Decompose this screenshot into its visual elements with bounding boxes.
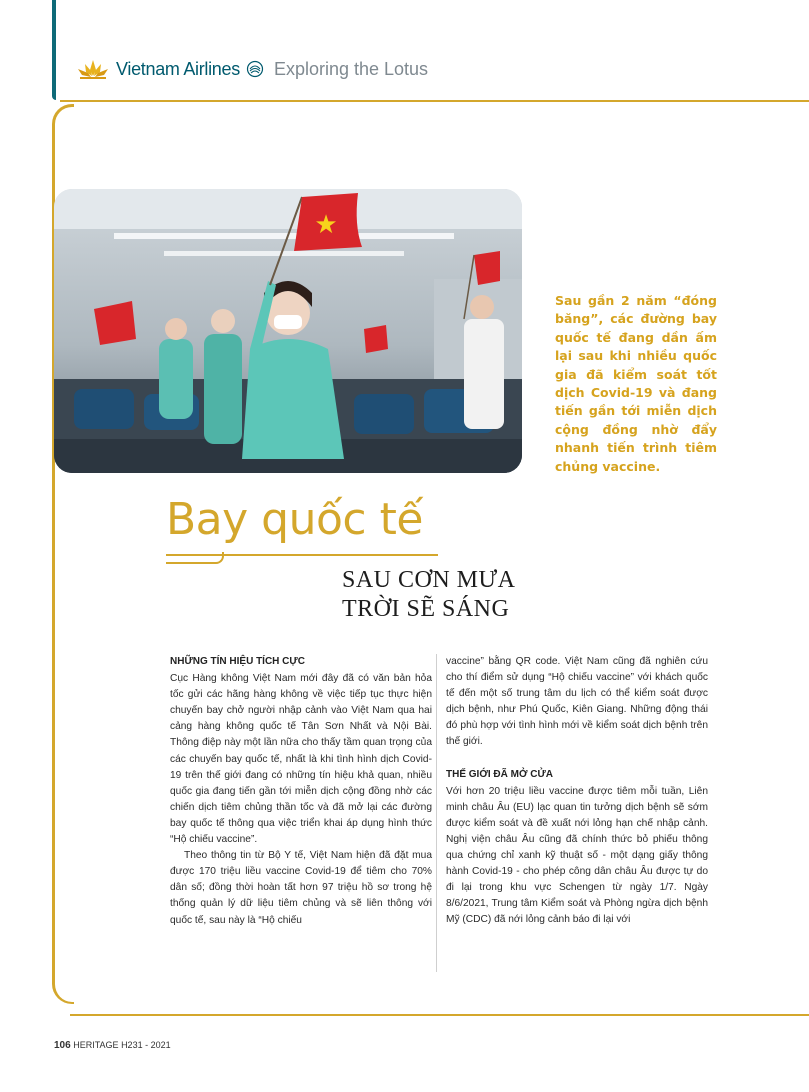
brand-tagline: Exploring the Lotus [273, 58, 429, 79]
column-divider [436, 654, 437, 972]
section1-paragraph-3: vaccine” bằng QR code. Việt Nam cũng đã nghiên cứu cho thí điểm sử dụng “Hộ chiếu vaccine” với khách quốc tế đến một số trung tâm du lịch có thể kiểm soát được dịch bệnh, như Phú Quốc, Kiên Giang. Những động thái đó phù hợp với tình hình mới về kiểm soát dịch bệnh trên thế giới. [446, 656, 708, 748]
magazine-name: HERITAGE [73, 1040, 119, 1050]
airline-name: Vietnam Airlines [116, 58, 240, 79]
airline-brand [76, 58, 428, 80]
title-hook [166, 552, 224, 564]
skyteam-swirl-icon [246, 60, 264, 78]
article-column-right [446, 654, 708, 929]
page-number: 106 [54, 1040, 71, 1051]
issue-number: H231 - 2021 [121, 1040, 171, 1050]
lotus-logo-icon [76, 58, 110, 80]
article-subtitle [342, 566, 515, 624]
page-frame-bottom [70, 1014, 809, 1016]
subtitle-line-1: SAU CƠN MƯA [342, 567, 516, 593]
article-title: Bay quốc tế [166, 494, 423, 545]
lead-paragraph: Sau gần 2 năm “đóng băng”, các đường bay quốc tế đang dần ấm lại sau khi nhiều quốc gia đã kiểm soát tốt dịch Covid-19 và đang tiến gần tới miễn dịch cộng đồng nhờ đẩy nhanh tiến trình tiêm chủng vaccine. [555, 293, 717, 474]
cabin-illustration [54, 189, 522, 473]
flag-star: ★ [314, 210, 338, 240]
section1-paragraph-2: Theo thông tin từ Bộ Y tế, Việt Nam hiện đã đặt mua được 170 triệu liều vaccine Covid-19 để tiêm cho 70% dân số; đồng thời hoàn tất hơn 97 triệu hồ sơ trong hệ thống quản lý dữ liệu tiêm chủng và sẽ liên thông với quốc tế, sau này là “Hộ chiếu [170, 850, 432, 926]
section-heading-2: THẾ GIỚI ĐÃ MỞ CỬA [446, 768, 554, 780]
subtitle-line-2: TRỜI SẼ SÁNG [342, 596, 510, 622]
cabin-crew-photo [54, 189, 522, 473]
section1-paragraph-1: Cục Hàng không Việt Nam mới đây đã có văn bản hỏa tốc gửi các hãng hàng không về việc tiếp tục thực hiện chuyến bay chở người nhập cảnh vào Việt Nam qua hai cảng hàng không quốc tế Tân Sơn Nhất và Nội Bài. Thông điệp này một lần nữa cho thấy tầm quan trọng của các chuyến bay quốc tế, nhất là khi tình hình dịch Covid-19 trên thế giới đang có những tín hiệu khả quan, nhiều quốc gia đang tiến gần tới miễn dịch cộng đồng nhờ các chiến dịch tiêm chủng thần tốc và đã mở lại các đường bay quốc tế thông qua việc triển khai áp dụng hình thức “Hộ chiếu vaccine”. [170, 673, 432, 846]
header-side-rule [52, 0, 56, 100]
section2-paragraph-1: Với hơn 20 triệu liều vaccine được tiêm mỗi tuần, Liên minh châu Âu (EU) lạc quan tin tưởng dịch bệnh sẽ sớm được kiểm soát và đề xuất nới lỏng hạn chế nhập cảnh. Nghị viện châu Âu cũng đã chính thức bỏ phiếu thông qua chứng chỉ xanh kỹ thuật số - một dạng giấy thông hành Covid-19 - cho phép công dân châu Âu được tự do đi lại trong khu vực Schengen từ ngày 1/7. Ngày 8/6/2021, Trung tâm Kiểm soát và Phòng ngừa dịch bệnh Mỹ (CDC) đã nới lỏng cảnh báo đi lại với [446, 785, 708, 926]
section-heading-1: NHỮNG TÍN HIỆU TÍCH CỰC [170, 656, 305, 667]
article-column-left [170, 654, 432, 929]
header-divider [60, 100, 809, 102]
page-footer [54, 1040, 171, 1051]
